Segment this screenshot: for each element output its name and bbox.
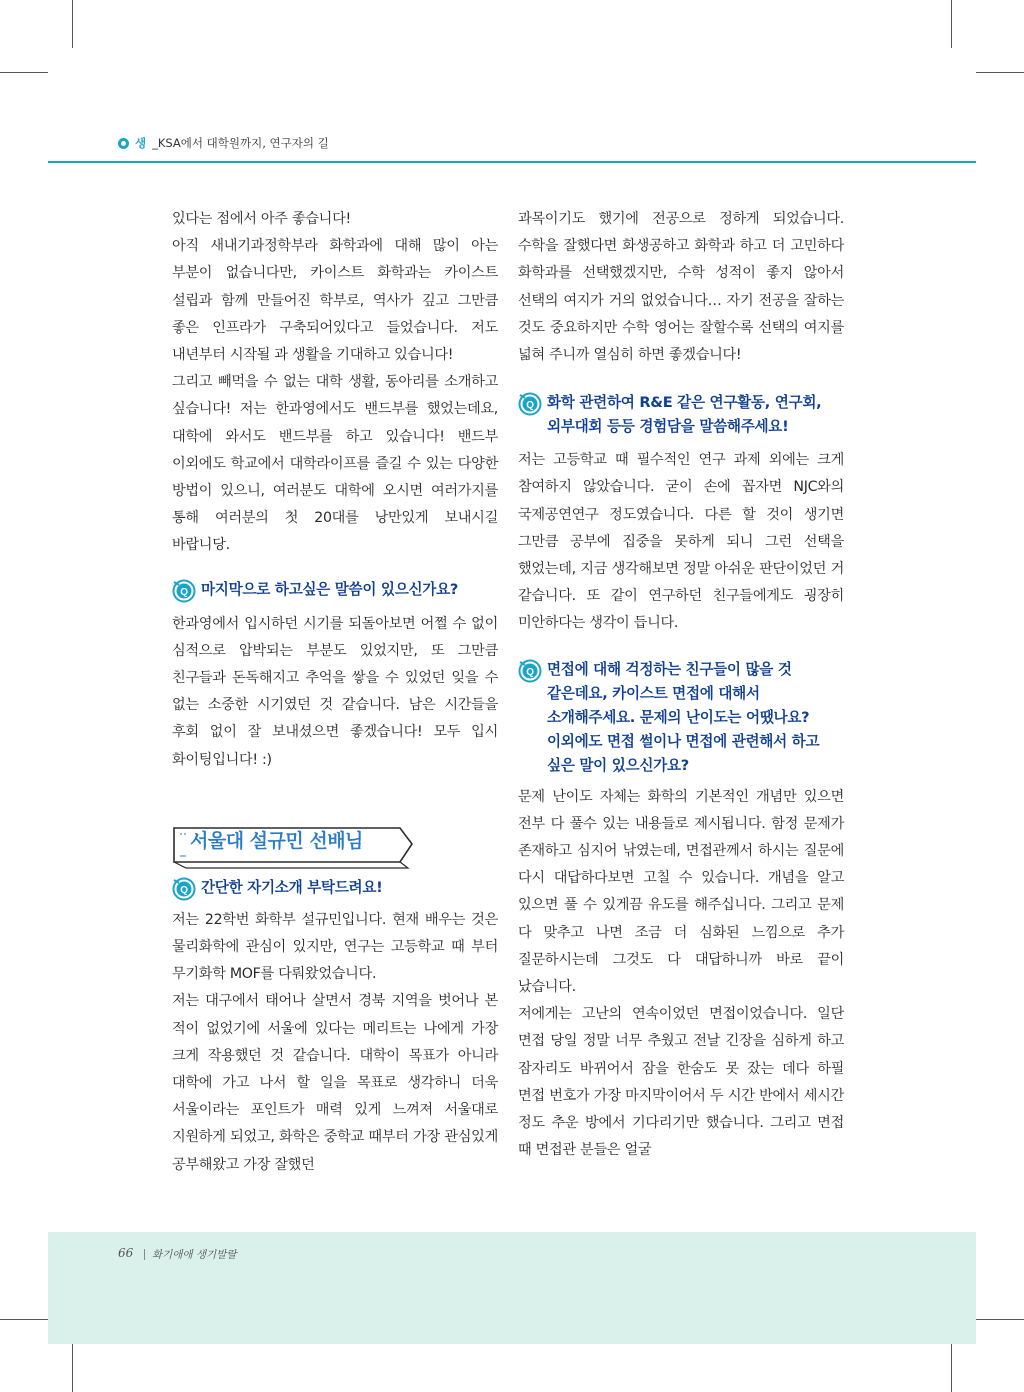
page-footer <box>48 1232 976 1344</box>
header-dot-icon <box>118 138 129 149</box>
q-bubble-icon <box>172 579 196 603</box>
svg-text:Q: Q <box>180 586 188 598</box>
crop-mark <box>72 1344 73 1392</box>
crop-mark <box>0 72 48 73</box>
footer-divider <box>144 1249 145 1260</box>
running-header <box>118 132 329 154</box>
page-number: 66 <box>118 1246 134 1260</box>
svg-text:Q: Q <box>526 666 534 678</box>
crop-mark <box>976 72 1024 73</box>
paragraph: 그리고 빼먹을 수 없는 대학 생활, 동아리를 소개하고 싶습니다! 저는 한과영에서도 밴드부를 했었는데요, 대학에 와서도 밴드부를 하고 있습니다! 밴드부 이외에도 학교에서 대학라이프를 즐길 수 있는 다양한 방법이 있으니, 여러분도 대학에 오시면 여러가지를 통해 여러분의 첫 20대를 낭만있게 보내시길 바랍니당. <box>172 374 498 554</box>
answer-paragraph: 문제 난이도 자체는 화학의 기본적인 개념만 있으면 전부 다 풀수 있는 내용들로 제시됩니다. 함정 문제가 존재하고 심지어 낚였는데, 면접관께서 하시는 질문에 다시 대답하다보면 고칠 수 있습니다. 개념을 알고 있으면 풀 수 있게끔 유도를 해주십니다. 그리고 문제 다 맞추고 나면 조금 더 심화된 느낌으로 추가 질문하시는데 그것도 다 대답하니까 바로 끝이 났습니다. <box>518 788 844 996</box>
right-column <box>518 206 844 1164</box>
answer-paragraph: 저는 대구에서 태어나 살면서 경북 지역을 벗어나 본 적이 없었기에 서울에 있다는 메리트는 나에게 가장 크게 작용했던 것 같습니다. 대학이 목표가 아니라 대학에 가고 나서 할 일을 목표로 생각하니 더욱 서울이라는 포인트가 매력 있게 느껴져 서울대로 지원하게 되었고, 화학은 중학교 때부터 가장 관심있게 공부해왔고 가장 잘했던 <box>172 993 498 1173</box>
crop-mark <box>951 1344 952 1392</box>
question-text: 화학 관련하여 R&E 같은 연구활동, 연구회, 외부대회 등등 경험담을 말씀해주세요! <box>547 394 822 436</box>
left-column <box>172 206 498 1179</box>
crop-mark <box>951 0 952 48</box>
question-heading <box>172 578 498 603</box>
magazine-title: 화기애애 생기발랄 <box>152 1249 237 1261</box>
answer-paragraph: 저는 고등학교 때 필수적인 연구 과제 외에는 크게 참여하지 않았습니다. 굳이 손에 꼽자면 NJC와의 국제공연연구 정도였습니다. 다른 할 것이 생기면 그만큼 공부에 집중을 못하게 되니 그런 선택을 했었는데, 지금 생각해보면 정말 아쉬운 판단이었던 거 같습니다. 또 같이 연구하던 친구들에게도 굉장히 미안하다는 생각이 듭니다. <box>518 452 844 632</box>
q-bubble-icon <box>172 877 196 901</box>
answer-paragraph: 저에게는 고난의 연속이었던 면접이었습니다. 일단 면접 당일 정말 너무 추웠고 전날 긴장을 심하게 하고 잠자리도 바뀌어서 잠을 한숨도 못 잤는 데다 하필 면접 번호가 가장 마지막이어서 두 시간 반에서 세시간 정도 추운 방에서 기다리기만 했습니다. 그리고 면접 때 면접관 분들은 얼굴 <box>518 1006 844 1159</box>
svg-text:Q: Q <box>180 884 188 896</box>
header-category: 생 <box>135 136 147 150</box>
answer-paragraph: 저는 22학번 화학부 설규민입니다. 현재 배우는 것은 물리화학에 관심이 있지만, 연구는 고등학교 때 부터 무기화학 MOF를 다뤄왔었습니다. <box>172 911 498 983</box>
answer-paragraph: 한과영에서 입시하던 시기를 되돌아보면 어쩔 수 없이 심적으로 압박되는 부분도 있었지만, 또 그만큼 친구들과 돈독해지고 추억을 쌓을 수 있었던 잊을 수 없는 소중한 시기였던 것 같습니다. 남은 시간들을 후회 없이 잘 보내셨으면 좋겠습니다! 모두 입시 화이팅입니다! :) <box>172 615 498 768</box>
question-heading <box>518 391 844 439</box>
q-bubble-icon <box>518 392 542 416</box>
question-heading <box>518 658 844 778</box>
svg-text:Q: Q <box>526 400 534 412</box>
question-text: 면접에 대해 걱정하는 친구들이 많을 것 같은데요, 카이스트 면접에 대해서 소개해주세요. 문제의 난이도는 어땠나요? 이외에도 면접 썰이나 면접에 관련해서 하고 싶은 말이 있으신가요? <box>547 660 820 774</box>
section-banner <box>172 818 416 870</box>
q-bubble-icon <box>518 659 542 683</box>
header-rule <box>48 161 976 163</box>
crop-mark <box>72 0 73 48</box>
question-heading <box>172 876 498 901</box>
paragraph: 있다는 점에서 아주 좋습니다! <box>172 211 351 227</box>
banner-title: 서울대 설규민 선배님 <box>190 829 363 852</box>
question-text: 마지막으로 하고싶은 말씀이 있으신가요? <box>201 580 459 598</box>
crop-mark <box>976 1319 1024 1320</box>
question-text: 간단한 자기소개 부탁드려요! <box>201 878 383 896</box>
paragraph: 아직 새내기과정학부라 화학과에 대해 많이 아는 부분이 없습니다만, 카이스트 화학과는 카이스트 설립과 함께 만들어진 학부로, 역사가 깊고 그만큼 좋은 인프라가 구축되어있다고 들었습니다. 저도 내년부터 시작될 과 생활을 기대하고 있습니다! <box>172 238 498 364</box>
paragraph: 과목이기도 했기에 전공으로 정하게 되었습니다. 수학을 잘했다면 화생공하고 화학과 하고 더 고민하다 화학과를 선택했겠지만, 수학 성적이 좋지 않아서 선택의 여지가 거의 없었습니다… 자기 전공을 잘하는 것도 중요하지만 수학 영어는 잘할수록 선택의 여지를 넓혀 주니까 열심히 하면 좋겠습니다! <box>518 211 844 364</box>
header-title: _KSA에서 대학원까지, 연구자의 길 <box>152 136 329 150</box>
crop-mark <box>0 1319 48 1320</box>
